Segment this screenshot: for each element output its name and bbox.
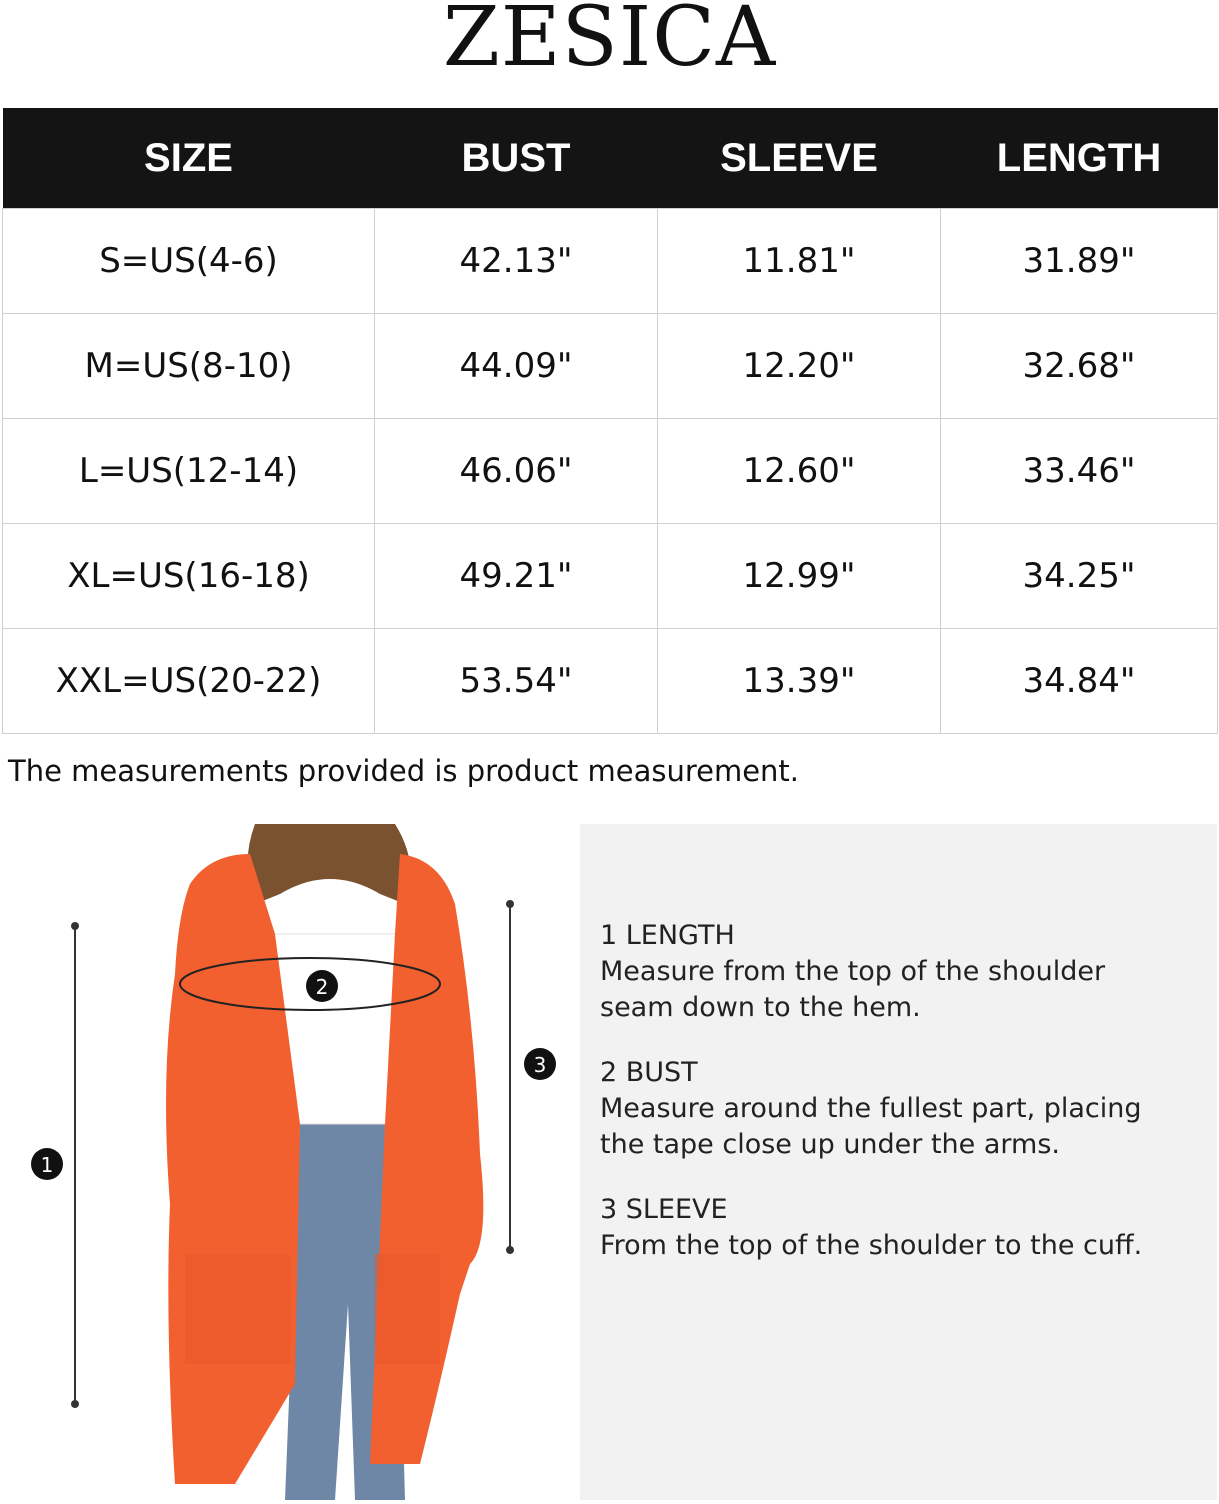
cell-sleeve: 12.99" <box>658 524 941 629</box>
table-row <box>3 209 1218 314</box>
measurement-note: The measurements provided is product measurement. <box>8 754 800 788</box>
table-row <box>3 629 1218 734</box>
cell-length: 34.84" <box>941 629 1218 734</box>
instruction-sleeve <box>600 1192 1200 1264</box>
cell-length: 34.25" <box>941 524 1218 629</box>
cell-length: 33.46" <box>941 419 1218 524</box>
table-row <box>3 419 1218 524</box>
instruction-length-title: 1 LENGTH <box>600 920 735 951</box>
cell-size: XL=US(16-18) <box>3 524 375 629</box>
cell-bust: 42.13" <box>375 209 658 314</box>
marker-3-label: 3 <box>533 1053 547 1077</box>
cell-size: M=US(8-10) <box>3 314 375 419</box>
instruction-length <box>600 918 1200 1026</box>
instruction-length-line2: seam down to the hem. <box>600 992 921 1023</box>
model-figure <box>0 824 580 1500</box>
cell-size: XXL=US(20-22) <box>3 629 375 734</box>
cell-bust: 46.06" <box>375 419 658 524</box>
instruction-sleeve-title: 3 SLEEVE <box>600 1194 728 1225</box>
cell-sleeve: 12.60" <box>658 419 941 524</box>
table-row <box>3 314 1218 419</box>
cell-length: 31.89" <box>941 209 1218 314</box>
header-sleeve: SLEEVE <box>658 108 941 209</box>
brand-logo: ZESICA <box>442 0 777 85</box>
marker-1-label: 1 <box>40 1153 54 1177</box>
instruction-sleeve-line1: From the top of the shoulder to the cuff. <box>600 1230 1143 1261</box>
cell-sleeve: 11.81" <box>658 209 941 314</box>
header-size: SIZE <box>3 108 375 209</box>
size-chart-table <box>2 108 1218 734</box>
instruction-bust-title: 2 BUST <box>600 1057 698 1088</box>
marker-2-label: 2 <box>315 975 329 999</box>
instruction-bust-line1: Measure around the fullest part, placing <box>600 1093 1142 1124</box>
instruction-bust-line2: the tape close up under the arms. <box>600 1129 1060 1160</box>
cell-sleeve: 13.39" <box>658 629 941 734</box>
cell-bust: 44.09" <box>375 314 658 419</box>
cardigan-illustration <box>0 824 580 1500</box>
header-length: LENGTH <box>941 108 1218 209</box>
cell-bust: 49.21" <box>375 524 658 629</box>
table-row <box>3 524 1218 629</box>
cell-size: S=US(4-6) <box>3 209 375 314</box>
header-bust: BUST <box>375 108 658 209</box>
instruction-bust <box>600 1055 1200 1163</box>
cell-bust: 53.54" <box>375 629 658 734</box>
cell-length: 32.68" <box>941 314 1218 419</box>
table-header-row <box>3 108 1218 209</box>
instruction-length-line1: Measure from the top of the shoulder <box>600 956 1106 987</box>
cell-sleeve: 12.20" <box>658 314 941 419</box>
cell-size: L=US(12-14) <box>3 419 375 524</box>
